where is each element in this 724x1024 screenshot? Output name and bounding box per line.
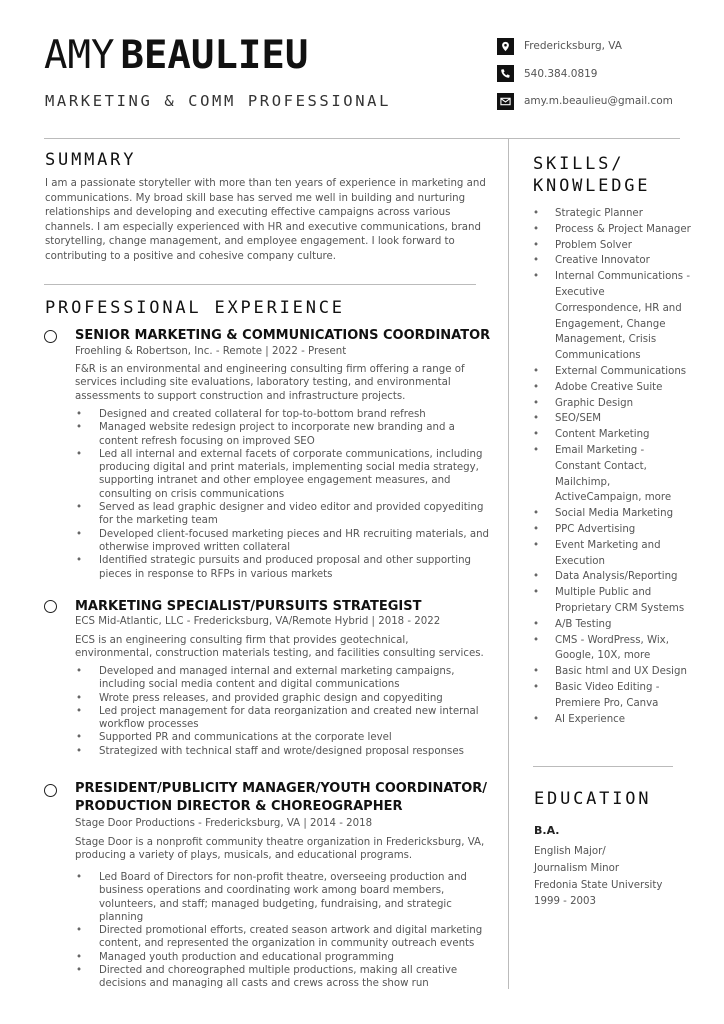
job-description: Stage Door is a nonprofit community theatre organization in Fredericksburg, VA, producing a variety of plays, musicals, and educational programs. — [75, 837, 485, 862]
contact-location — [497, 37, 717, 55]
list-item: • Strategized with technical staff and wrote/designed proposal responses — [75, 745, 495, 758]
skills-list — [533, 206, 693, 727]
envelope-icon — [497, 93, 514, 110]
job-title: SENIOR MARKETING & COMMUNICATIONS COORDINATOR — [75, 328, 491, 343]
education-heading: EDUCATION — [534, 789, 652, 809]
list-item: • SEO/SEM — [533, 411, 693, 427]
list-item: • Identified strategic pursuits and produced proposal and other supporting pieces in response to RFPs in various markets — [75, 554, 495, 581]
list-item: • Developed client-focused marketing pieces and HR recruiting materials, and otherwise improved written collateral — [75, 528, 495, 555]
list-item: • Directed and choreographed multiple productions, making all creative decisions and managing all casts and crews across the show run — [75, 964, 495, 991]
summary-divider — [44, 284, 476, 285]
summary-heading: SUMMARY — [45, 150, 137, 170]
job-subtitle: Froehling & Robertson, Inc. - Remote | 2022 - Present — [75, 346, 347, 357]
list-item: • Email Marketing - Constant Contact, Mailchimp, ActiveCampaign, more — [533, 443, 693, 506]
location-pin-icon — [497, 38, 514, 55]
list-item: • Led Board of Directors for non-profit theatre, overseeing production and business operations and coordinating work among board members, volunteers, and staff; managed budgeting, fundraising, and strategic planning — [75, 871, 495, 924]
list-item: • Supported PR and communications at the corporate level — [75, 731, 495, 744]
job-bullets — [75, 871, 495, 991]
contact-email — [497, 92, 717, 110]
list-item: • Basic Video Editing - Premiere Pro, Canva — [533, 680, 693, 712]
list-item: • External Communications — [533, 364, 693, 380]
education-school: Fredonia State University — [534, 879, 663, 891]
candidate-name — [44, 33, 309, 78]
list-item: • Adobe Creative Suite — [533, 380, 693, 396]
list-item: • Managed youth production and educational programming — [75, 951, 495, 964]
location-text: Fredericksburg, VA — [524, 40, 622, 52]
list-item: • Strategic Planner — [533, 206, 693, 222]
list-item: • Creative Innovator — [533, 253, 693, 269]
list-item: • Social Media Marketing — [533, 506, 693, 522]
phone-text: 540.384.0819 — [524, 67, 598, 80]
list-item: • PPC Advertising — [533, 522, 693, 538]
list-item: • Multiple Public and Proprietary CRM Systems — [533, 585, 693, 617]
timeline-circle-icon — [44, 330, 57, 343]
list-item: • Process & Project Manager — [533, 222, 693, 238]
education-major: English Major/ — [534, 846, 606, 857]
list-item: • Directed promotional efforts, created season artwork and digital marketing content, and represented the organization in community outreach events — [75, 924, 495, 951]
contact-block — [497, 37, 717, 120]
first-name: AMY — [44, 33, 115, 78]
last-name: BEAULIEU — [120, 33, 309, 78]
job-title-line-1: PRESIDENT/PUBLICITY MANAGER/YOUTH COORDINATOR/ — [75, 781, 488, 796]
job-description: F&R is an environmental and engineering consulting firm offering a range of services including site evaluations, laboratory testing, and environmental assessments to support construction and infrastructure projects. — [75, 364, 465, 402]
list-item: • Managed website redesign project to incorporate new branding and a content refresh focusing on improved SEO — [75, 421, 495, 448]
list-item: • Problem Solver — [533, 238, 693, 254]
timeline-circle-icon — [44, 600, 57, 613]
list-item: • Basic html and UX Design — [533, 664, 693, 680]
header-divider — [44, 138, 680, 139]
list-item: • Led all internal and external facets of corporate communications, including producing digital and print materials, implementing social media strategy, supporting intranet and other employee engagement measures, and consulting on crisis communications — [75, 448, 495, 501]
education-details — [534, 844, 704, 911]
skills-divider — [533, 766, 673, 767]
list-item: • Designed and created collateral for top-to-bottom brand refresh — [75, 408, 495, 421]
job-bullets — [75, 665, 495, 758]
tagline: MARKETING & COMM PROFESSIONAL — [45, 92, 392, 110]
list-item: • AI Experience — [533, 712, 693, 728]
list-item: • CMS - WordPress, Wix, Google, 10X, more — [533, 633, 693, 665]
list-item: • Internal Communications - Executive Correspondence, HR and Engagement, Change Management, Crisis Communications — [533, 269, 693, 364]
job-subtitle: ECS Mid-Atlantic, LLC - Fredericksburg, VA/Remote Hybrid | 2018 - 2022 — [75, 616, 441, 627]
phone-icon — [497, 65, 514, 82]
education-minor: Journalism Minor — [534, 862, 620, 874]
list-item: • Served as lead graphic designer and video editor and provided copyediting for the marketing team — [75, 501, 495, 528]
summary-text: I am a passionate storyteller with more than ten years of experience in marketing and communications. My broad skill base has served me well in building and nurturing relationships and developing and executing effective campaigns across various channels. I am especially experienced with HR and executive communications, brand storytelling, change management, and employee engagement. I look forward to contributing to a positive and cohesive company culture. — [45, 178, 486, 262]
degree: B.A. — [534, 824, 560, 837]
list-item: • Wrote press releases, and provided graphic design and copyediting — [75, 692, 495, 705]
job-description: ECS is an engineering consulting firm that provides geotechnical, environmental, construction materials testing, and facilities consulting services. — [75, 635, 484, 660]
job-bullets — [75, 408, 495, 581]
list-item: • Data Analysis/Reporting — [533, 569, 693, 585]
list-item: • A/B Testing — [533, 617, 693, 633]
email-text[interactable]: amy.m.beaulieu@gmail.com — [524, 95, 673, 107]
column-divider — [508, 139, 509, 989]
job-title: MARKETING SPECIALIST/PURSUITS STRATEGIST — [75, 599, 422, 614]
experience-heading: PROFESSIONAL EXPERIENCE — [45, 298, 345, 318]
job-subtitle: Stage Door Productions - Fredericksburg, VA | 2014 - 2018 — [75, 818, 373, 829]
list-item: • Led project management for data reorganization and created new internal workflow processes — [75, 705, 495, 732]
job-title-line-2: PRODUCTION DIRECTOR & CHOREOGRAPHER — [75, 799, 403, 814]
education-years: 1999 - 2003 — [534, 896, 597, 908]
skills-heading: SKILLS/ KNOWLEDGE — [533, 154, 651, 196]
list-item: • Developed and managed internal and external marketing campaigns, including social media content and digital communications — [75, 665, 495, 692]
contact-phone — [497, 65, 717, 83]
timeline-circle-icon — [44, 784, 57, 797]
list-item: • Event Marketing and Execution — [533, 538, 693, 570]
list-item: • Content Marketing — [533, 427, 693, 443]
list-item: • Graphic Design — [533, 396, 693, 412]
